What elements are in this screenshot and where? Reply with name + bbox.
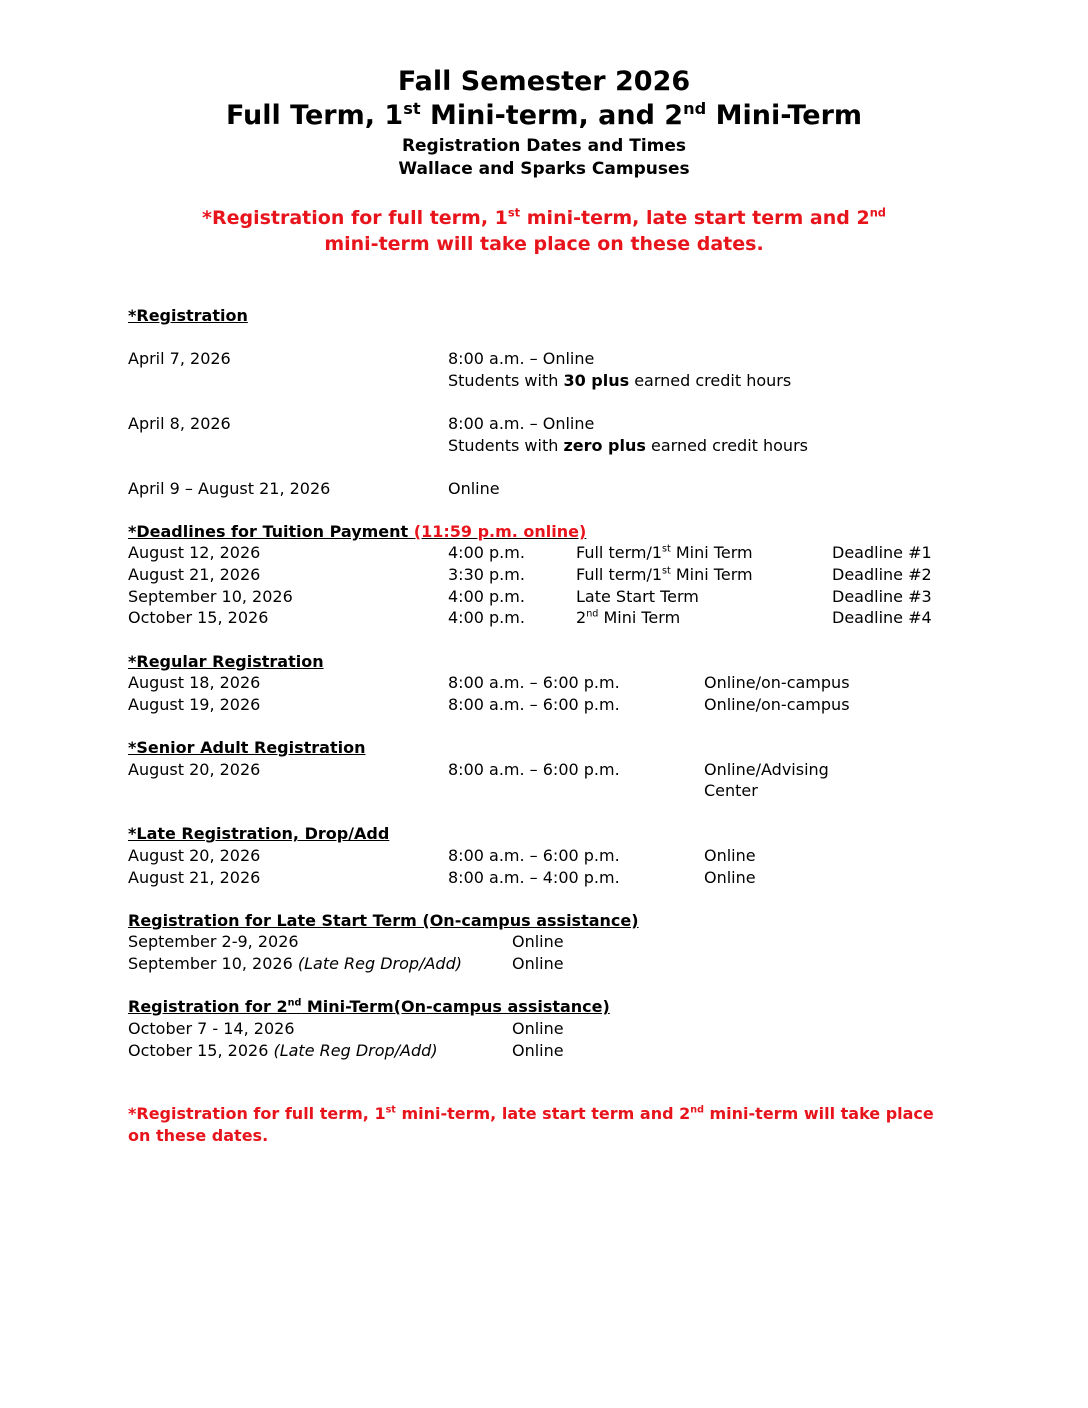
term-part-1: 2 [576, 608, 587, 627]
desc-1-part-2: earned credit hours [629, 371, 792, 390]
mini2-date-2-text: October 15, 2026 [128, 1041, 274, 1060]
notice-top-part-1: *Registration for full term, 1 [202, 207, 508, 229]
registration-heading: *Registration [128, 306, 248, 325]
subtitle-part-3: Mini-Term [706, 100, 863, 131]
mini2-where-2: Online [512, 1041, 564, 1060]
senior-time: 8:00 a.m. – 6:00 p.m. [448, 760, 620, 779]
late-start-heading: Registration for Late Start Term (On-campus assistance) [128, 911, 639, 930]
term-part-1: Full term/1 [576, 565, 663, 584]
late-start-date-1: September 2-9, 2026 [128, 932, 299, 951]
regular-time: 8:00 a.m. – 6:00 p.m. [448, 695, 620, 714]
tuition-deadline: Deadline #4 [832, 608, 932, 627]
subtitle-part-2: Mini-term, and 2 [420, 100, 684, 131]
term-sup: st [662, 543, 671, 555]
term-sup: nd [586, 608, 599, 620]
term-part-2: Mini Term [598, 608, 681, 627]
late-time: 8:00 a.m. – 4:00 p.m. [448, 868, 620, 887]
mini2-heading-part-2: Mini-Term(On-campus assistance) [301, 997, 610, 1016]
term-part-2: Mini Term [670, 543, 753, 562]
tuition-heading-text: *Deadlines for Tuition Payment [128, 522, 414, 541]
tuition-deadline: Deadline #2 [832, 565, 932, 584]
registration-desc-2 [448, 435, 808, 457]
registration-date-1: April 7, 2026 [128, 349, 231, 368]
senior-date: August 20, 2026 [128, 760, 261, 779]
late-start-where-1: Online [512, 932, 564, 951]
late-start-date-2 [128, 953, 462, 975]
senior-heading: *Senior Adult Registration [128, 738, 366, 757]
notice-bottom [128, 1103, 958, 1147]
notice-top-part-2: mini-term, late start term and 2 [520, 207, 870, 229]
tuition-date: August 21, 2026 [128, 565, 261, 584]
registration-time-1: 8:00 a.m. – Online [448, 349, 595, 368]
notice-top-part-3: mini-term will take place on these dates. [324, 233, 764, 255]
mini2-date-1: October 7 - 14, 2026 [128, 1019, 295, 1038]
notice-bottom-part-3: mini-term will take place on these dates. [128, 1104, 934, 1145]
subtitle-sup-1: st [403, 99, 421, 118]
tuition-time: 4:00 p.m. [448, 608, 525, 627]
senior-where-line-2: Center [704, 781, 758, 800]
tuition-heading [128, 521, 586, 543]
page-title: Fall Semester 2026 [397, 66, 691, 97]
notice-bottom-sup-2: nd [690, 1104, 704, 1116]
mini2-date-2-note: (Late Reg Drop/Add) [273, 1041, 438, 1060]
notice-bottom-part-1: *Registration for full term, 1 [128, 1104, 386, 1123]
tuition-term [576, 586, 699, 608]
header-line-4: Wallace and Sparks Campuses [398, 159, 690, 179]
regular-time: 8:00 a.m. – 6:00 p.m. [448, 673, 620, 692]
regular-where: Online/on-campus [704, 695, 850, 714]
mini2-heading-part-1: Registration for 2 [128, 997, 288, 1016]
tuition-time: 4:00 p.m. [448, 543, 525, 562]
term-part-2: Mini Term [670, 565, 753, 584]
subtitle-part-1: Full Term, 1 [225, 100, 404, 131]
tuition-term [576, 564, 753, 586]
late-where: Online [704, 846, 756, 865]
tuition-deadline: Deadline #1 [832, 543, 932, 562]
notice-top-sup-2: nd [869, 205, 886, 220]
late-heading: *Late Registration, Drop/Add [128, 824, 390, 843]
desc-2-bold: zero plus [563, 436, 646, 455]
tuition-time: 3:30 p.m. [448, 565, 525, 584]
late-start-date-2-text: September 10, 2026 [128, 954, 298, 973]
late-date: August 21, 2026 [128, 868, 261, 887]
subtitle-sup-2: nd [683, 99, 707, 118]
tuition-date: September 10, 2026 [128, 587, 293, 606]
term-part-1: Full term/1 [576, 543, 663, 562]
desc-2-part-1: Students with [448, 436, 564, 455]
tuition-term [576, 542, 753, 564]
regular-heading: *Regular Registration [128, 652, 324, 671]
late-start-where-2: Online [512, 954, 564, 973]
tuition-date: October 15, 2026 [128, 608, 269, 627]
mini2-heading-sup: nd [287, 997, 302, 1009]
tuition-term [576, 607, 680, 629]
desc-1-bold: 30 plus [563, 371, 630, 390]
mini2-date-2 [128, 1040, 438, 1062]
regular-date: August 19, 2026 [128, 695, 261, 714]
notice-top-sup-1: st [507, 205, 521, 220]
tuition-date: August 12, 2026 [128, 543, 261, 562]
late-start-date-2-note: (Late Reg Drop/Add) [297, 954, 462, 973]
regular-where: Online/on-campus [704, 673, 850, 692]
notice-top [130, 205, 958, 257]
term-part-1: Late Start Term [576, 587, 699, 606]
notice-bottom-sup-1: st [385, 1104, 396, 1116]
mini2-heading [128, 996, 610, 1018]
senior-where-line-1: Online/Advising [704, 760, 829, 779]
page-subtitle [0, 100, 1088, 132]
late-date: August 20, 2026 [128, 846, 261, 865]
registration-time-3: Online [448, 479, 500, 498]
notice-bottom-part-2: mini-term, late start term and 2 [395, 1104, 691, 1123]
tuition-deadline: Deadline #3 [832, 587, 932, 606]
mini2-where-1: Online [512, 1019, 564, 1038]
term-sup: st [662, 565, 671, 577]
tuition-time: 4:00 p.m. [448, 587, 525, 606]
desc-2-part-2: earned credit hours [645, 436, 808, 455]
registration-date-2: April 8, 2026 [128, 414, 231, 433]
regular-date: August 18, 2026 [128, 673, 261, 692]
header-line-3: Registration Dates and Times [401, 136, 687, 156]
late-where: Online [704, 868, 756, 887]
registration-date-3: April 9 – August 21, 2026 [128, 479, 331, 498]
registration-desc-1 [448, 370, 791, 392]
registration-time-2: 8:00 a.m. – Online [448, 414, 595, 433]
desc-1-part-1: Students with [448, 371, 564, 390]
late-time: 8:00 a.m. – 6:00 p.m. [448, 846, 620, 865]
tuition-heading-red: (11:59 p.m. online) [413, 522, 587, 541]
